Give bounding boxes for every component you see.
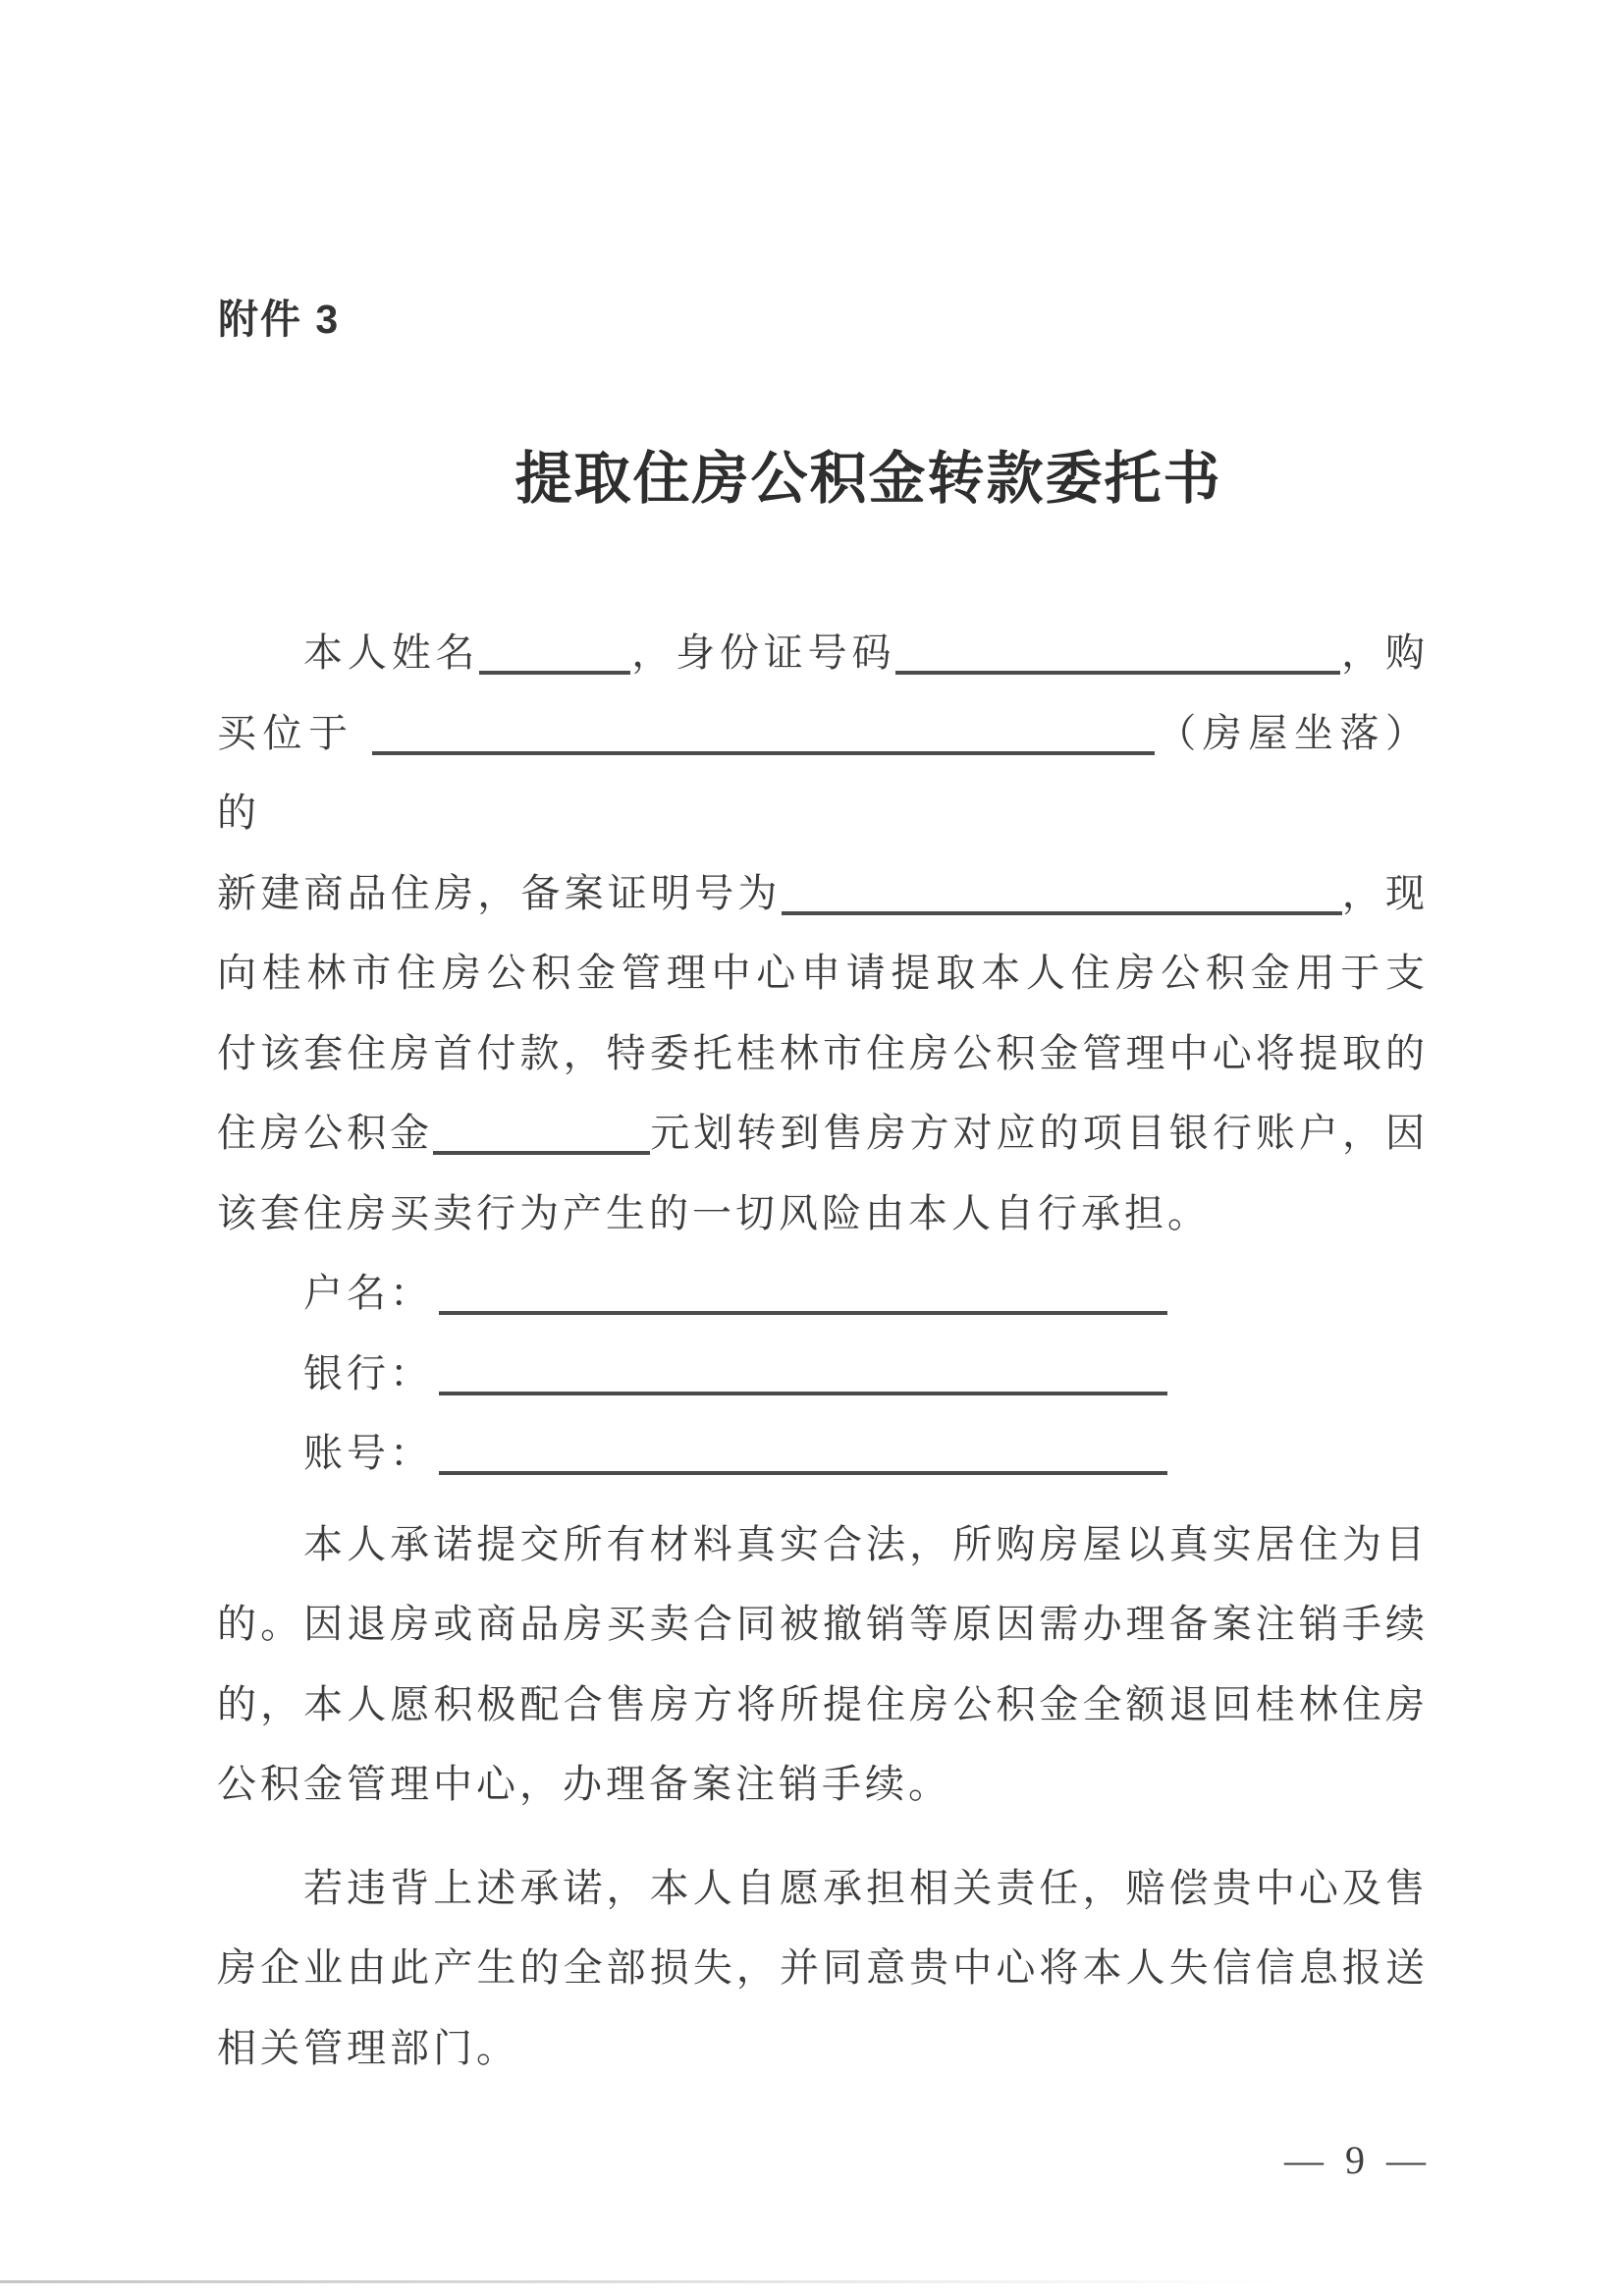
text-line3-end: ，现 <box>1341 870 1430 915</box>
text-located-at: 买位于 <box>217 710 354 755</box>
text-line1-end: ，购 <box>1340 630 1430 675</box>
blank-record-number-field <box>782 886 1342 915</box>
blank-account-name-field <box>439 1285 1167 1315</box>
text-fund-prefix: 住房公积金 <box>217 1111 434 1155</box>
line-record-number <box>217 853 1429 934</box>
text-house-location-note: （房屋坐落）的 <box>217 710 1430 835</box>
text-transfer-suffix: 元划转到售房方对应的项目银行账户，因 <box>650 1111 1430 1155</box>
text-id-prefix: ，身份证号码 <box>630 630 896 675</box>
line-liability-2: 房企业由此产生的全部损失，并同意贵中心将本人失信信息报送 <box>217 1945 1429 1990</box>
line-transfer-amount <box>217 1093 1429 1174</box>
paragraph-liability <box>217 1848 1429 2089</box>
account-name-label: 户名： <box>303 1271 433 1315</box>
line-liability-1: 若违背上述承诺，本人自愿承担相关责任，赔偿贵中心及售 <box>303 1865 1429 1910</box>
scan-artifact-line <box>0 2280 1286 2283</box>
paragraph-commitment <box>217 1504 1429 1825</box>
attachment-label: 附件 3 <box>218 297 341 342</box>
line-body-4: 向桂林市住房公积金管理中心申请提取本人住房公积金用于支 <box>217 951 1429 995</box>
field-account-number <box>217 1413 1429 1494</box>
line-name-and-id <box>217 613 1429 693</box>
field-account-name <box>217 1253 1429 1334</box>
blank-amount-field <box>433 1125 650 1155</box>
line-liability-3: 相关管理部门。 <box>217 2025 519 2070</box>
line-body-5: 付该套住房首付款，特委托桂林市住房公积金管理中心将提取的 <box>217 1030 1429 1075</box>
blank-name-field <box>479 645 630 675</box>
document-body <box>217 613 1429 2088</box>
blank-property-location-field <box>372 726 1155 755</box>
text-name-prefix: 本人姓名 <box>303 630 480 675</box>
blank-id-number-field <box>895 645 1340 675</box>
line-commitment-2: 的。因退房或商品房买卖合同被撤销等原因需办理备案注销手续 <box>217 1602 1429 1646</box>
line-commitment-4: 公积金管理中心，办理备案注销手续。 <box>217 1762 951 1806</box>
line-commitment-1: 本人承诺提交所有材料真实合法，所购房屋以真实居住为目 <box>303 1521 1429 1566</box>
text-record-number-prefix: 新建商品住房，备案证明号为 <box>217 870 782 915</box>
page-number: — 9 — <box>1284 2138 1428 2182</box>
account-number-label: 账号： <box>303 1431 433 1475</box>
document-title: 提取住房公积金转款委托书 <box>514 447 1222 511</box>
field-bank <box>217 1334 1429 1414</box>
line-commitment-3: 的，本人愿积极配合售房方将所提住房公积金全额退回桂林住房 <box>217 1681 1429 1726</box>
line-body-7: 该套住房买卖行为产生的一切风险由本人自行承担。 <box>217 1190 1211 1235</box>
line-property-location <box>217 693 1429 853</box>
blank-bank-field <box>439 1366 1167 1395</box>
blank-account-number-field <box>439 1446 1167 1475</box>
bank-label: 银行： <box>303 1350 433 1395</box>
